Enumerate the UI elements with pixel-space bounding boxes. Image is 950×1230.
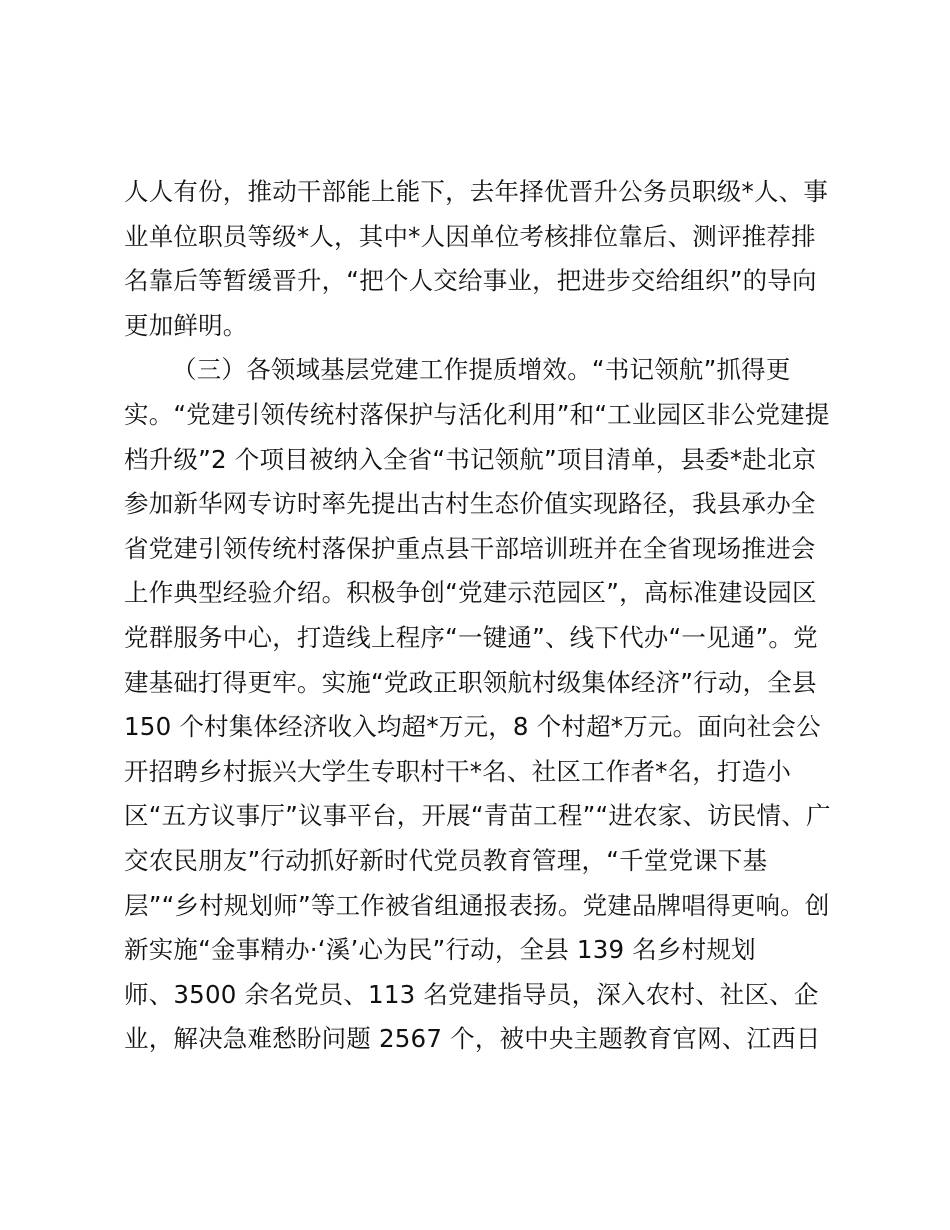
text-line-12: 建基础打得更牢。实施“党政正职领航村级集体经济”行动，全县 — [124, 667, 817, 697]
section-heading-line: （三）各领域基层党建工作提质增效。“书记领航”抓得更 — [172, 355, 791, 385]
text-line-20: 业，解决急难愁盼问题 2567 个，被中央主题教育官网、江西日 — [124, 1024, 821, 1054]
text-line-4: 更加鲜明。 — [124, 310, 248, 340]
text-line-8: 参加新华网专访时率先提出古村生态价值实现路径，我县承办全 — [124, 489, 816, 519]
text-line-6: 实。“党建引领传统村落保护与活化利用”和“工业园区非公党建提 — [124, 399, 830, 429]
text-line-2: 业单位职员等级*人，其中*人因单位考核排位靠后、测评推荐排 — [124, 221, 816, 251]
text-line-17: 层”“乡村规划师”等工作被省组通报表扬。党建品牌唱得更响。创 — [124, 890, 830, 920]
text-line-9: 省党建引领传统村落保护重点县干部培训班并在全省现场推进会 — [124, 533, 816, 563]
text-line-7: 档升级”2 个项目被纳入全省“书记领航”项目清单，县委*赴北京 — [124, 444, 817, 474]
text-line-3: 名靠后等暂缓晋升，“把个人交给事业，把进步交给组织”的导向 — [124, 266, 817, 296]
text-line-19: 师、3500 余名党员、113 名党建指导员，深入农村、社区、企 — [124, 979, 819, 1009]
text-line-13: 150 个村集体经济收入均超*万元，8 个村超*万元。面向社会公 — [124, 712, 821, 742]
text-line-15: 区“五方议事厅”议事平台，开展“青苗工程”“进农家、访民情、广 — [124, 801, 831, 831]
text-line-10: 上作典型经验介绍。积极争创“党建示范园区”，高标准建设园区 — [124, 578, 817, 608]
body-text — [124, 170, 844, 1062]
text-line-11: 党群服务中心，打造线上程序“一键通”、线下代办“一见通”。党 — [124, 622, 818, 652]
text-line-16: 交农民朋友”行动抓好新时代党员教育管理，“千堂党课下基 — [124, 845, 768, 875]
text-line-18: 新实施“金事精办·‘溪’心为民”行动，全县 139 名乡村规划 — [124, 935, 756, 965]
text-line-14: 开招聘乡村振兴大学生专职村干*名、社区工作者*名，打造小 — [124, 756, 792, 786]
text-line-1: 人人有份，推动干部能上能下，去年择优晋升公务员职级*人、事 — [124, 177, 829, 206]
